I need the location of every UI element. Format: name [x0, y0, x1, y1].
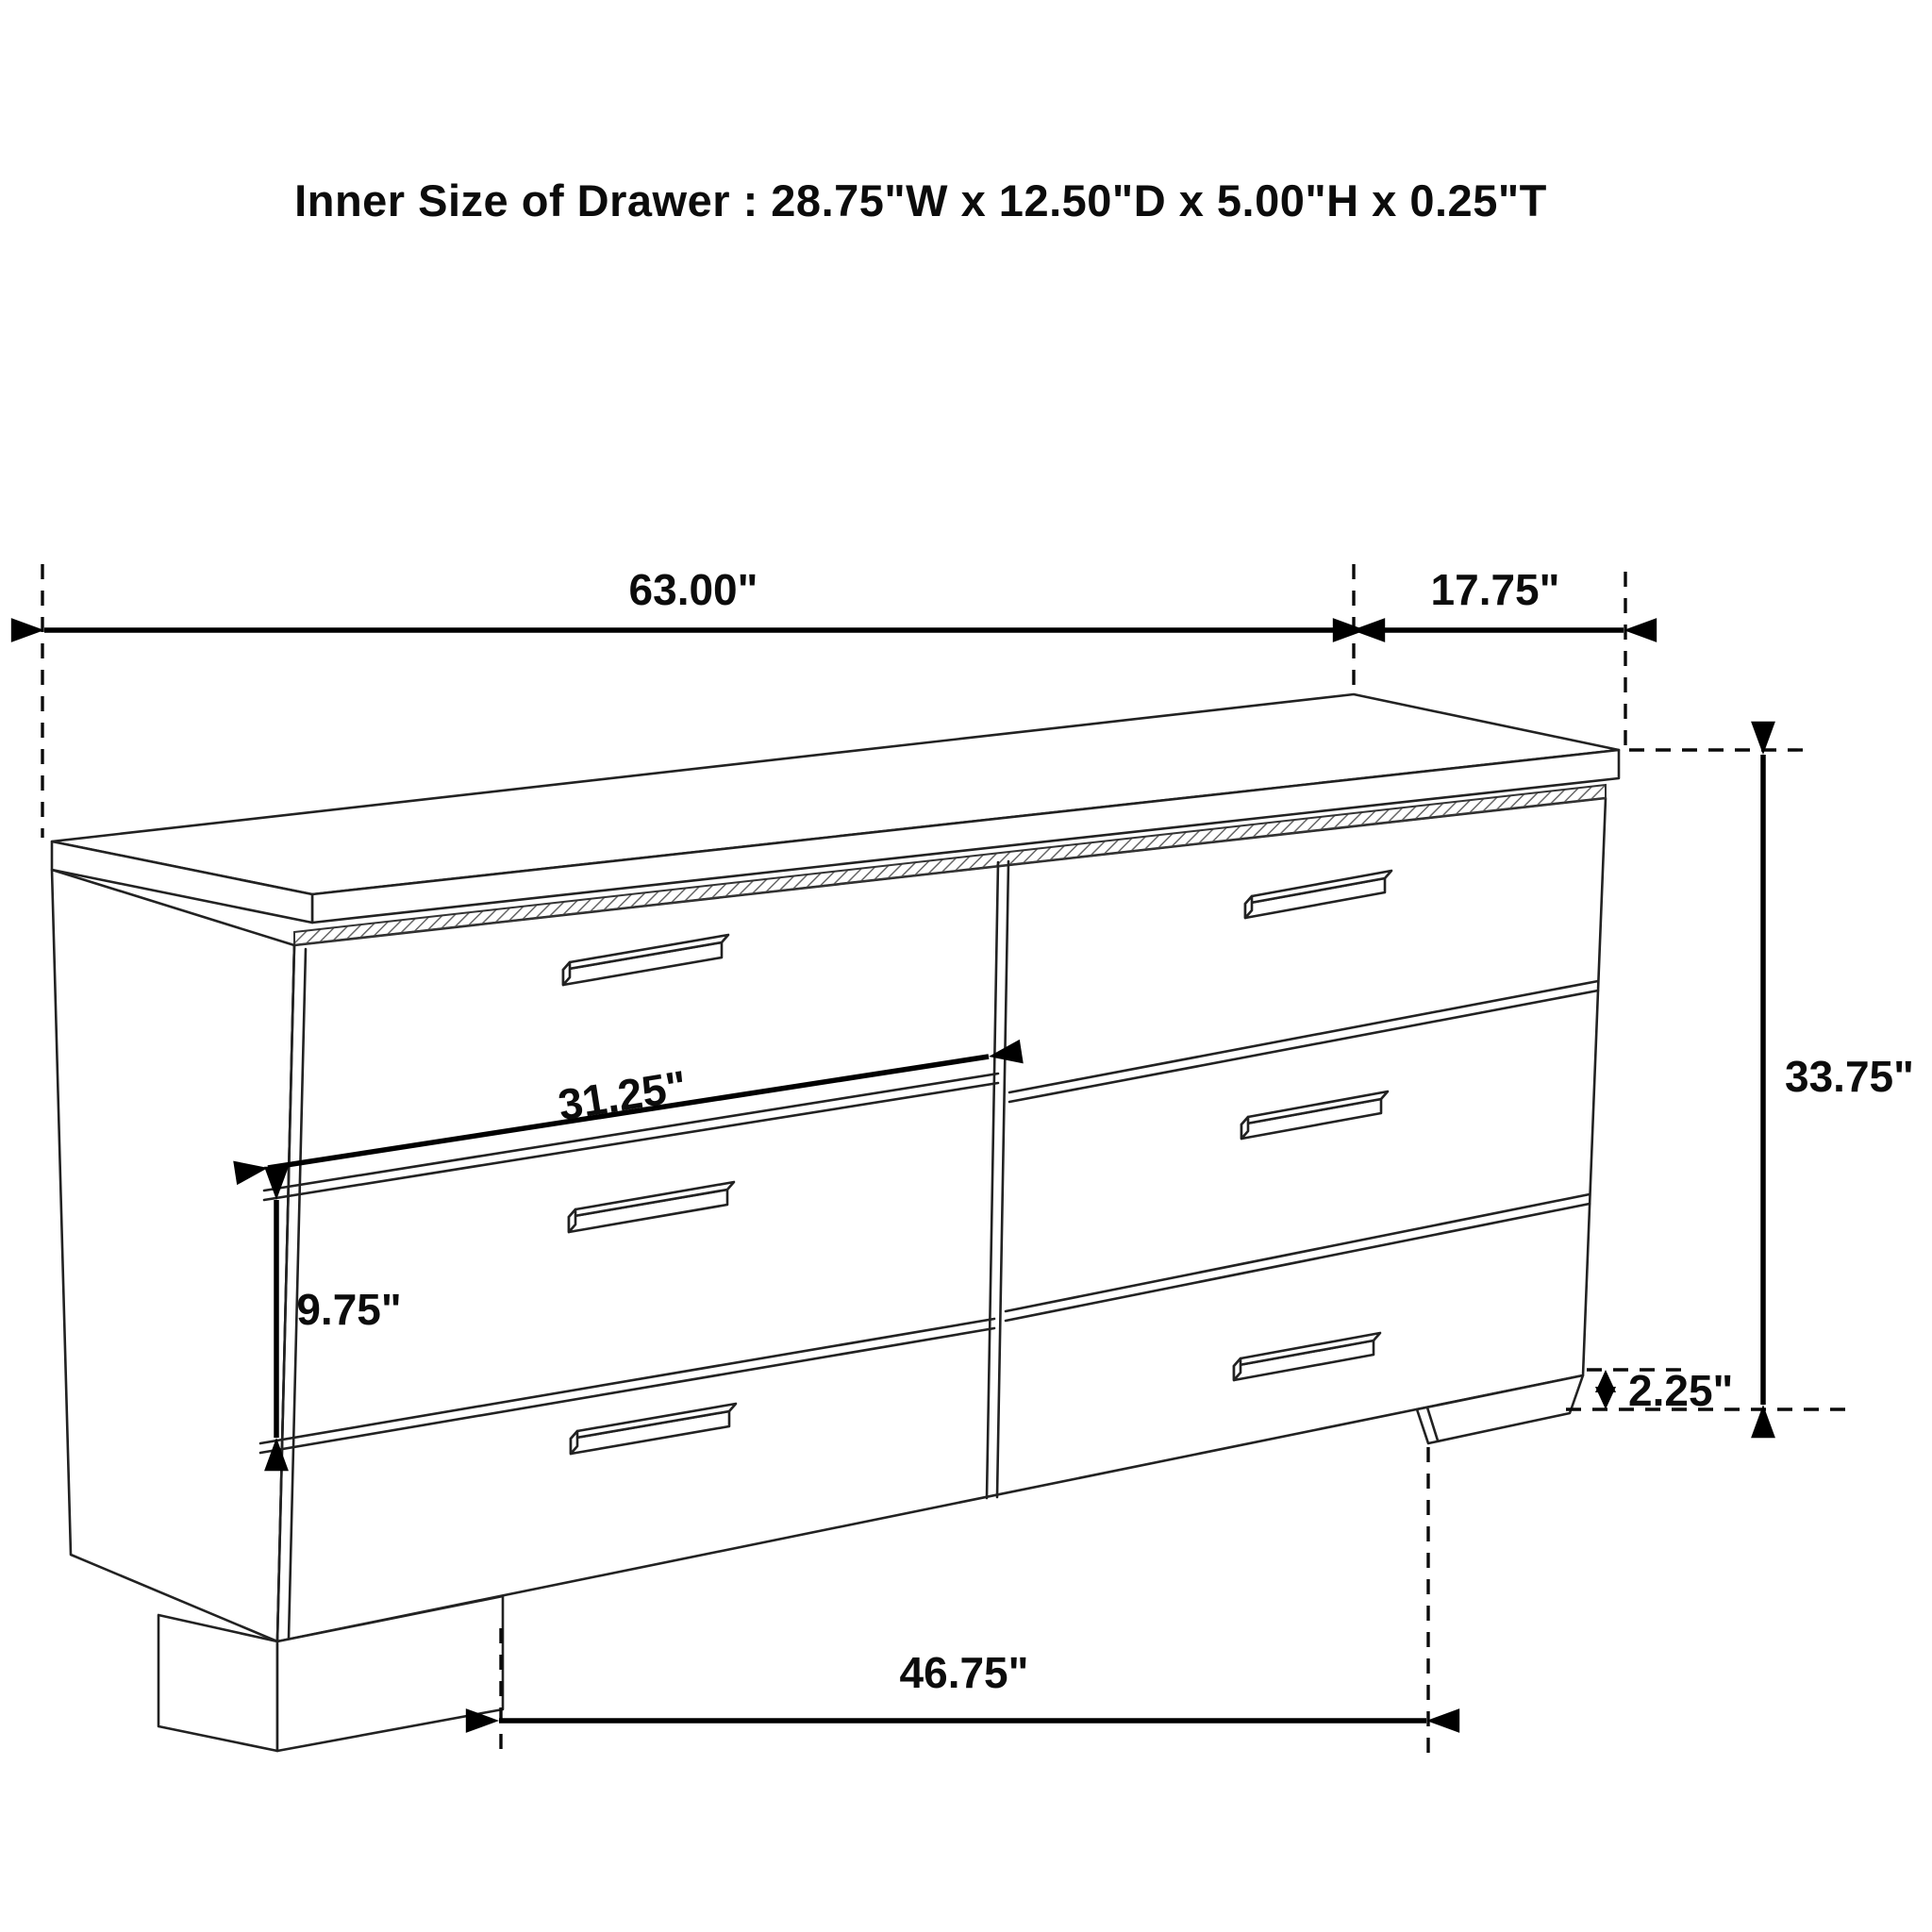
diagram-title: Inner Size of Drawer : 28.75"W x 12.50"D x 5.00"H x 0.25"T: [294, 175, 1547, 225]
left-side-panel: [52, 870, 294, 1641]
dim-label-overall-height: 33.75": [1785, 1052, 1914, 1101]
dim-label-leg-height: 2.25": [1628, 1366, 1734, 1415]
dim-label-overall-width: 63.00": [628, 565, 758, 614]
dim-line-leg-height: [1595, 1370, 1616, 1409]
dresser-drawing: [52, 694, 1619, 1751]
dim-label-base-span: 46.75": [899, 1648, 1029, 1697]
dim-label-drawer-height: 9.75": [296, 1285, 402, 1334]
dim-label-overall-depth: 17.75": [1430, 565, 1560, 614]
dim-label-drawer-width: 31.25": [555, 1060, 691, 1130]
